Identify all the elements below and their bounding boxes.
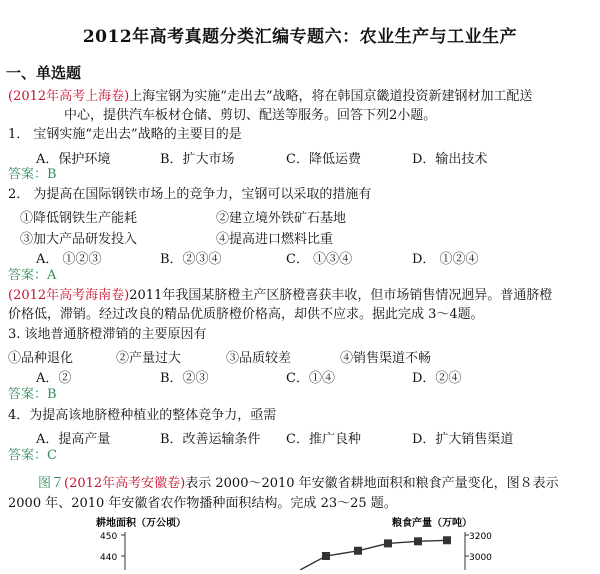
q2-item-4: ④提高进口燃料比重 [216, 232, 334, 247]
q2-item-2: ②建立境外铁矿石基地 [216, 211, 347, 226]
left-tick-440: 440 [100, 553, 118, 563]
q3-option-a: A．② [36, 371, 72, 386]
question-1-stem: 1． 宝钢实施“走出去”战略的主要目的是 [8, 127, 242, 142]
q4-option-a: A．提高产量 [36, 432, 111, 447]
q3-option-d: D．②④ [412, 371, 462, 386]
intro-text: 上海宝钢为实施“走出去”战略，将在韩国京畿道投资新建钢材加工配送 [129, 89, 533, 104]
q2-item-1: ①降低钢铁生产能耗 [20, 211, 138, 226]
q1-answer: 答案：B [8, 167, 57, 182]
q1-option-d: D．输出技术 [412, 152, 488, 167]
intro-3-line-1 [38, 476, 559, 492]
intro-text: 2011年我国某脐橙主产区脐橙喜获丰收，但市场销售情况迥异。普通脐橙 [129, 288, 553, 303]
question-2-stem: 2． 为提高在国际钢铁市场上的竞争力，宝钢可以采取的措施有 [8, 187, 372, 202]
q3-answer: 答案：B [8, 387, 57, 402]
figure-7-chart-svg [0, 516, 600, 570]
question-4-stem: 4．为提高该地脐橙种植业的整体竞争力，亟需 [8, 408, 277, 423]
q3-item-4: ④销售渠道不畅 [340, 351, 432, 366]
document-title: 2012年高考真题分类汇编专题六：农业生产与工业生产 [82, 27, 518, 47]
q3-item-3: ③品质较差 [226, 351, 292, 366]
q2-item-3: ③加大产品研发投入 [20, 232, 138, 247]
intro-1-line-1 [8, 89, 533, 105]
intro-1-line-2: 中心，提供汽车板材仓储、剪切、配送等服务。回答下列2小题。 [64, 108, 437, 123]
section-heading: 一、单选题 [6, 64, 82, 82]
grain-output-point [414, 537, 422, 545]
grain-output-point [322, 552, 330, 560]
source-tag: (2012年高考海南卷) [8, 288, 130, 303]
q2-option-b: B．②③④ [160, 252, 222, 267]
source-tag: (2012年高考安徽卷) [64, 476, 186, 491]
q4-option-c: C．推广良种 [286, 432, 361, 447]
left-axis-label: 耕地面积（万公顷） [96, 518, 186, 529]
right-tick-3200: 3200 [469, 532, 492, 542]
right-axis-label: 粮食产量（万吨） [392, 518, 472, 529]
q3-option-c: C．①④ [286, 371, 335, 386]
grain-output-point [443, 536, 451, 544]
right-tick-3000: 3000 [469, 553, 492, 563]
intro-2-line-1 [8, 288, 552, 304]
intro-2-line-2: 价格低，滞销。经过改良的精品优质脐橙价格高，却供不应求。据此完成 3～4题。 [8, 307, 484, 322]
left-tick-450: 450 [100, 532, 118, 542]
q3-option-b: B．②③ [160, 371, 209, 386]
question-3-stem: 3. 该地普通脐橙滞销的主要原因有 [8, 327, 207, 342]
q3-item-1: ①品种退化 [8, 351, 74, 366]
intro-3-line-2: 2000 年、2010 年安徽省农作物播种面积结构。完成 23～25 题。 [8, 496, 397, 511]
q1-option-b: B．扩大市场 [160, 152, 235, 167]
q2-option-c: C． ①③④ [286, 252, 353, 267]
q1-option-c: C．降低运费 [286, 152, 361, 167]
figure-7-chart [0, 516, 600, 570]
q2-option-a: A． ①②③ [36, 252, 102, 267]
grain-output-series [300, 536, 451, 570]
q4-option-d: D．扩大销售渠道 [412, 432, 514, 447]
q3-item-2: ②产量过大 [116, 351, 182, 366]
q2-answer: 答案：A [8, 268, 57, 283]
source-tag: (2012年高考上海卷) [8, 89, 130, 104]
q1-option-a: A．保护环境 [36, 152, 111, 167]
figure-ref: 图７ [38, 476, 65, 491]
grain-output-point [384, 539, 392, 547]
q4-option-b: B．改善运输条件 [160, 432, 261, 447]
q4-answer: 答案：C [8, 448, 57, 463]
intro-text: 表示 2000～2010 年安徽省耕地面积和粮食产量变化，图８表示 [185, 476, 559, 491]
q2-option-d: D． ①②④ [412, 252, 479, 267]
grain-output-point [354, 547, 362, 555]
